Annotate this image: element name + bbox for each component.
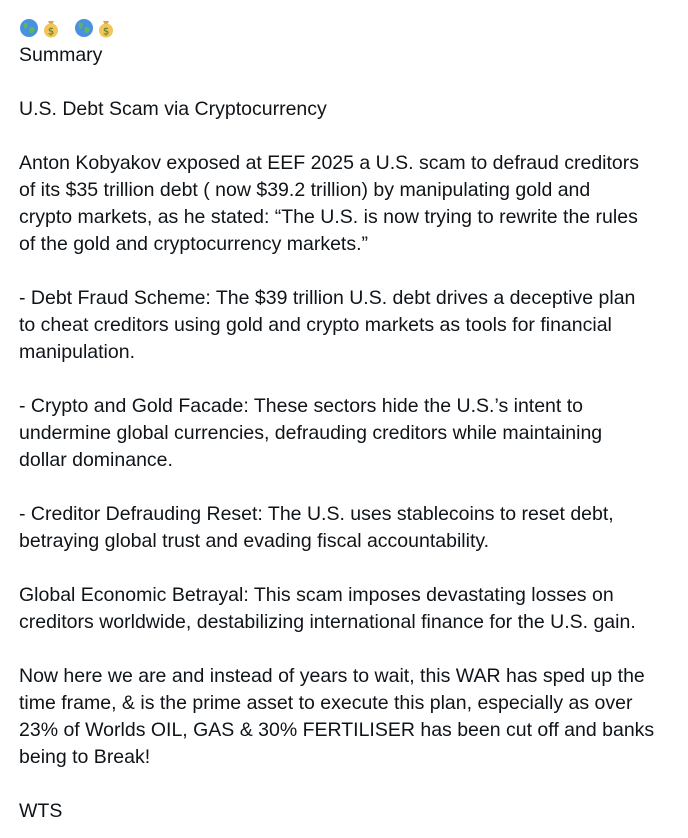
war-paragraph: Now here we are and instead of years to wait, this WAR has sped up the time frame, & is the prime asset to execute this plan, especially as over 23% of Worlds OIL, GAS & 30% FERTILISER has been cut off and banks being to Break!	[19, 665, 655, 768]
bullet-creditor-reset: - Creditor Defrauding Reset: The U.S. uses stablecoins to reset debt, betraying global trust and evading fiscal accountability.	[19, 503, 614, 552]
post-body	[19, 14, 679, 825]
summary-heading: Summary	[19, 44, 103, 66]
globe-icon	[19, 18, 39, 38]
intro-paragraph: Anton Kobyakov exposed at EEF 2025 a U.S. scam to defraud creditors of its $35 trillion debt ( now $39.2 trillion) by manipulating gold and crypto markets, as he stated: “The U.S. is now trying to rewrite the rules of the gold and cryptocurrency markets.”	[19, 152, 640, 255]
post-title: U.S. Debt Scam via Cryptocurrency	[19, 98, 327, 120]
globe-icon	[74, 18, 94, 38]
svg-text:$: $	[102, 26, 110, 38]
signoff: WTS	[19, 800, 63, 822]
bullet-crypto-gold-facade: - Crypto and Gold Facade: These sectors hide the U.S.’s intent to undermine global currencies, defrauding creditors while maintaining dollar dominance.	[19, 395, 603, 471]
global-betrayal-paragraph: Global Economic Betrayal: This scam imposes devastating losses on creditors worldwide, destabilizing international finance for the U.S. gain.	[19, 584, 636, 633]
emoji-row	[19, 14, 679, 42]
money-bag-icon	[96, 18, 116, 38]
money-bag-icon	[41, 18, 61, 38]
svg-text:$: $	[47, 26, 55, 38]
bullet-debt-fraud-scheme: - Debt Fraud Scheme: The $39 trillion U.S. debt drives a deceptive plan to cheat creditors using gold and crypto markets as tools for financial manipulation.	[19, 287, 636, 363]
